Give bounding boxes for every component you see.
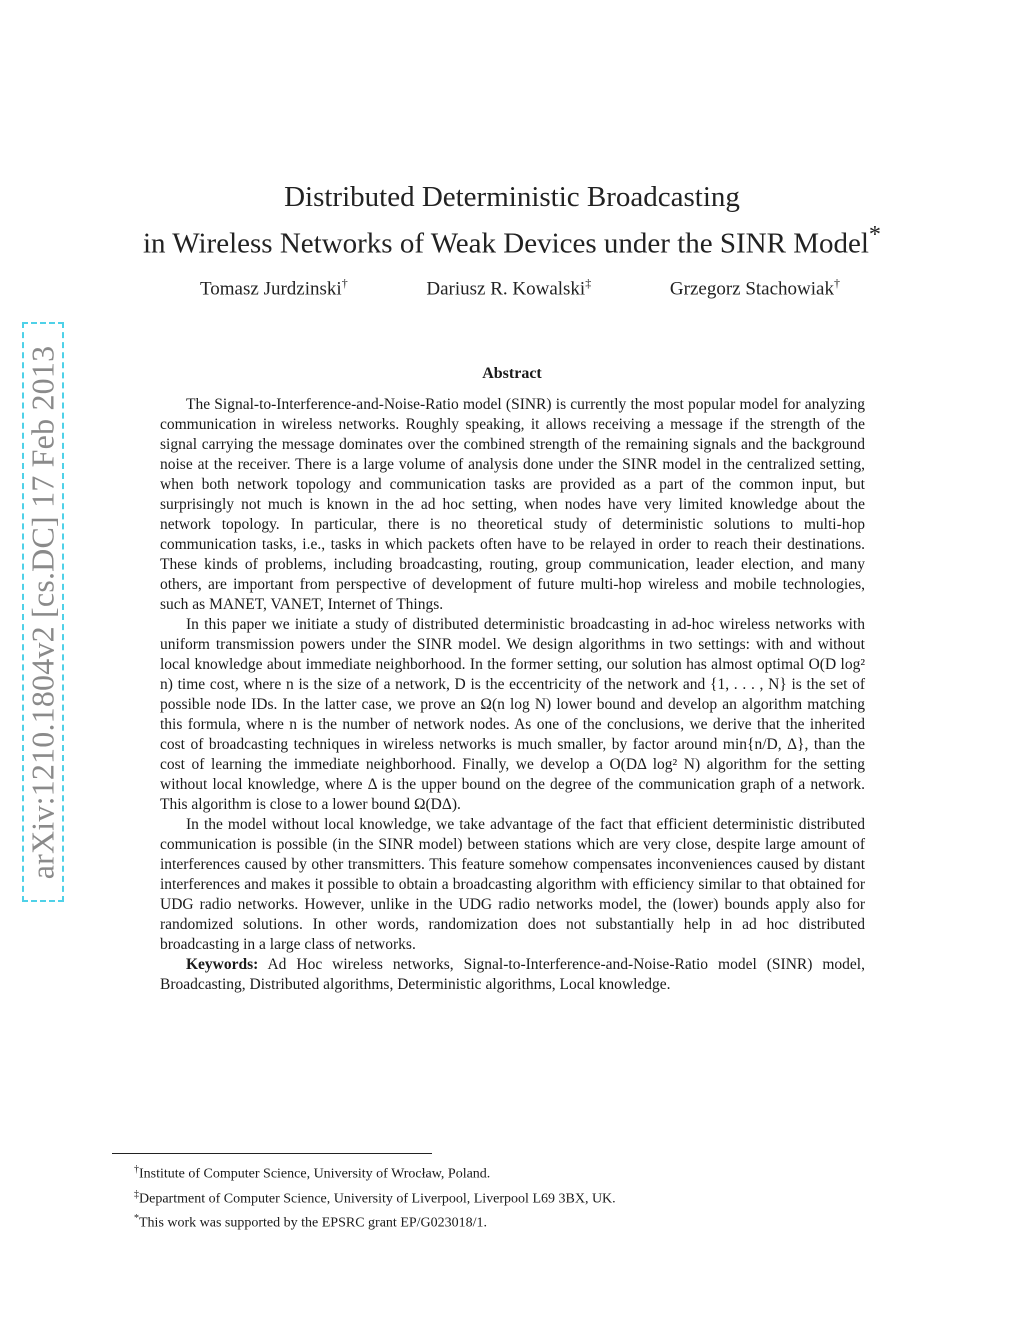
author: Grzegorz Stachowiak† (669, 276, 840, 300)
author: Dariusz R. Kowalski‡ (426, 276, 592, 300)
title-footnote-mark: * (868, 221, 881, 248)
paper-title (112, 178, 912, 263)
footnotes (134, 1160, 894, 1234)
abstract-paragraph: The Signal-to-Interference-and-Noise-Ratio model (SINR) is currently the most popular model for analyzing communication in wireless networks. Roughly speaking, it allows receiving a message if the strength of the signal carrying the message dominates over the combined strength of the remaining signals and the background noise at the receiver. There is a large volume of analysis done under the SINR model in the centralized setting, when both network topology and communication tasks are provided as a part of the common input, but surprisingly not much is known in the ad hoc setting, when nodes have very limited knowledge about the network topology. In particular, there is no theoretical study of deterministic solutions to multi-hop communication tasks, i.e., tasks in which packets often have to be relayed in order to reach their destinations. These kinds of problems, including broadcasting, routing, group communication, leader election, and many others, are important from perspective of development of future multi-hop wireless and mobile technologies, such as MANET, VANET, Internet of Things. (160, 396, 865, 613)
author: Tomasz Jurdzinski† (200, 276, 348, 300)
footnote-divider (112, 1153, 432, 1154)
abstract-paragraph: In this paper we initiate a study of distributed deterministic broadcasting in ad-hoc wireless networks with uniform transmission powers under the SINR model. We design algorithms in two settings: with and without local knowledge about immediate neighborhood. In the former setting, our solution has almost optimal O(D log² n) time cost, where n is the size of a network, D is the eccentricity of the network and {1, . . . , N} is the set of possible node IDs. In the latter case, we prove an Ω(n log N) lower bound and develop an algorithm matching this formula, where n is the number of network nodes. As one of the conclusions, we derive that the inherited cost of broadcasting techniques in wireless networks is much smaller, by factor around min{n/D, Δ}, than the cost of learning the immediate neighborhood. Finally, we develop a O(DΔ log² N) algorithm for the setting without local knowledge, where Δ is the upper bound on the degree of the communication graph of a network. This algorithm is close to a lower bound Ω(DΔ). (160, 616, 865, 813)
title-line-1: Distributed Deterministic Broadcasting (284, 181, 740, 213)
keywords-text: Ad Hoc wireless networks, Signal-to-Interference-and-Noise-Ratio model (SINR) model, Broadcasting, Distributed algorithms, Deterministic algorithms, Local knowledge. (160, 956, 865, 993)
keywords (160, 955, 865, 995)
title-line-2: in Wireless Networks of Weak Devices under the SINR Model* (143, 221, 881, 260)
footnote: ‡Department of Computer Science, University of Liverpool, Liverpool L69 3BX, UK. (134, 1188, 616, 1207)
arxiv-identifier-stamp (22, 322, 64, 902)
arxiv-identifier-text: arXiv:1210.1804v2 [cs.DC] 17 Feb 2013 (24, 345, 61, 879)
abstract-body (160, 395, 865, 995)
abstract-heading: Abstract (482, 365, 542, 382)
abstract-paragraph: In the model without local knowledge, we take advantage of the fact that efficient deterministic distributed communication is possible (in the SINR model) between stations which are very close, despite large amount of interferences caused by other transmitters. This feature somehow compensates inconveniences caused by distant interferences and makes it possible to obtain a broadcasting algorithm with efficiency similar to that obtained for UDG radio networks. However, unlike in the UDG radio networks model, the (lower) bounds apply also for randomized solutions. In other words, randomization does not substantially help in ad hoc distributed broadcasting in a large class of networks. (160, 816, 865, 953)
footnote: *This work was supported by the EPSRC grant EP/G023018/1. (134, 1213, 488, 1231)
keywords-label: Keywords: (186, 956, 259, 973)
footnote: †Institute of Computer Science, University of Wrocław, Poland. (134, 1164, 491, 1182)
author-list (200, 276, 840, 300)
